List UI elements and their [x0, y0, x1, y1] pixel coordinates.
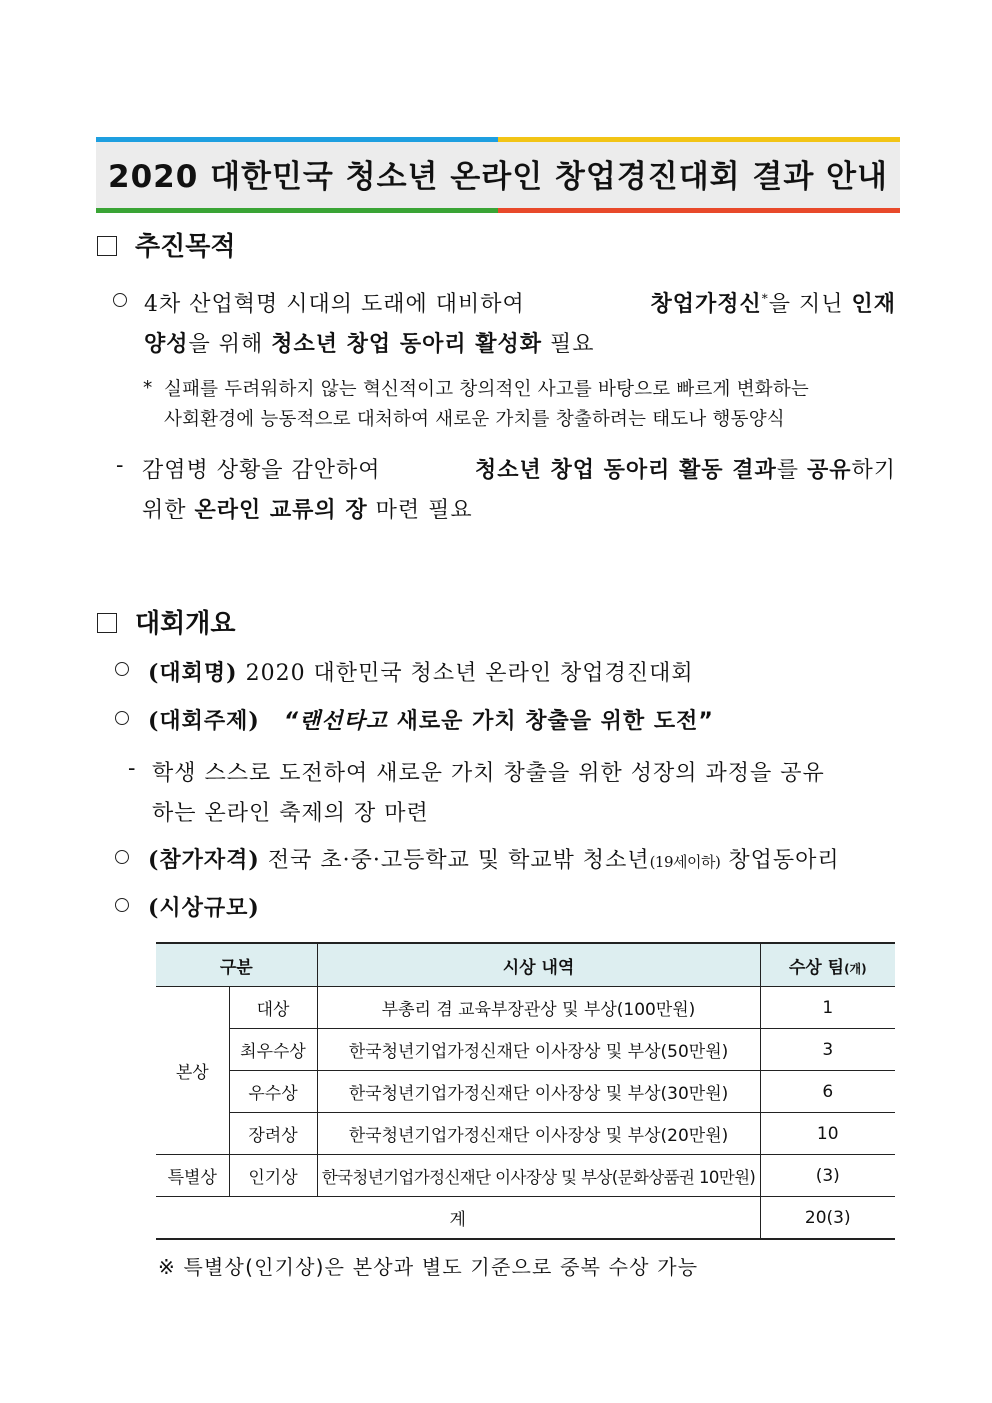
award-name: 우수상	[229, 1071, 317, 1113]
theme-rest: 새로운 가치 창출을 위한 도전”	[388, 709, 714, 734]
award-teams: 6	[760, 1071, 895, 1113]
note-line-1: 실패를 두려워하지 않는 혁신적이고 창의적인 사고를 바탕으로 빠르게 변화하는	[164, 379, 809, 400]
dash-bullet: -	[128, 756, 137, 781]
eligibility-text: 전국 초·중·고등학교 및 학교밖 청소년	[267, 848, 650, 873]
note-mark: *	[143, 378, 153, 399]
award-name: 인기상	[229, 1155, 317, 1197]
contest-name-value: 2020 대한민국 청소년 온라인 창업경진대회	[245, 661, 694, 686]
circle-bullet-icon	[113, 293, 127, 313]
text-segment: 위한	[142, 498, 195, 523]
award-teams: 1	[760, 987, 895, 1029]
award-detail: 부총리 겸 교육부장관상 및 부상(100만원)	[317, 987, 760, 1029]
section-heading-purpose	[97, 226, 235, 263]
label-eligibility: (참가자격)	[148, 847, 260, 873]
label-award-scale: (시상규모)	[148, 895, 260, 921]
text-segment: 을 위해	[188, 332, 272, 357]
award-teams: 3	[760, 1029, 895, 1071]
table-header-row	[156, 943, 895, 987]
header-teams-text: 수상 팀	[788, 957, 845, 978]
award-teams: (3)	[760, 1155, 895, 1197]
table-row	[156, 987, 895, 1029]
section-heading-overview	[97, 603, 235, 640]
purpose-line-1	[144, 287, 896, 318]
text-segment: 4차 산업혁명 시대의 도래에 대비하여	[144, 292, 525, 317]
header-teams-unit: (개)	[844, 961, 867, 976]
group-main: 본상	[156, 987, 229, 1155]
circle-bullet-icon	[115, 662, 129, 682]
bold-text: 청소년 창업 동아리 활동 결과	[475, 457, 777, 483]
table-row	[156, 1155, 895, 1197]
label-contest-theme: (대회주제)	[148, 708, 260, 734]
square-bullet-icon	[97, 613, 117, 633]
text-segment: 마련 필요	[367, 498, 473, 523]
square-bullet-icon	[97, 236, 117, 256]
bold-text: 온라인 교류의 장	[194, 497, 368, 523]
table-row	[156, 1113, 895, 1155]
total-label: 계	[156, 1197, 760, 1240]
award-teams: 10	[760, 1113, 895, 1155]
award-table	[156, 942, 895, 1240]
text-segment	[650, 287, 896, 318]
note-line-2: 사회환경에 능동적으로 대처하여 새로운 가치를 창출하려는 태도나 행동양식	[164, 409, 785, 430]
text-segment	[475, 453, 896, 484]
text-segment: 을 지닌	[768, 292, 852, 317]
footnote: ※ 특별상(인기상)은 본상과 별도 기준으로 중복 수상 가능	[158, 1255, 699, 1279]
bold-text: 인재	[851, 291, 896, 317]
award-scale-line	[148, 891, 260, 922]
purpose-line-3	[142, 453, 896, 484]
table-row	[156, 1071, 895, 1113]
bold-text: 양성	[144, 331, 189, 357]
award-name: 최우수상	[229, 1029, 317, 1071]
circle-bullet-icon	[115, 850, 129, 870]
bold-text: 공유	[806, 457, 852, 483]
eligibility-line	[148, 843, 840, 874]
theme-desc-line-2: 하는 온라인 축제의 장 마련	[152, 801, 429, 826]
text-segment: 하기	[851, 458, 896, 483]
table-total-row	[156, 1197, 895, 1240]
award-name: 대상	[229, 987, 317, 1029]
award-name: 장려상	[229, 1113, 317, 1155]
title-bottom-bar	[96, 208, 900, 213]
text-segment: 를	[776, 458, 807, 483]
theme-desc-line-1	[152, 756, 896, 787]
section-heading-text: 대회개요	[135, 609, 236, 639]
eligibility-text: 창업동아리	[720, 848, 840, 873]
contest-theme-line	[148, 704, 714, 735]
total-value: 20(3)	[760, 1197, 895, 1240]
dash-bullet: -	[116, 453, 125, 478]
section-heading-text: 추진목적	[135, 232, 236, 262]
table-row	[156, 1029, 895, 1071]
text-segment: 필요	[542, 332, 595, 357]
title-year: 2020	[108, 159, 199, 195]
header-teams	[760, 943, 895, 987]
theme-italic: “랜선타고	[283, 709, 388, 734]
award-detail: 한국청년기업가정신재단 이사장상 및 부상(문화상품권 10만원)	[317, 1155, 760, 1197]
theme-desc-text: 학생 스스로 도전하여 새로운 가치 창출을 위한 성장의 과정을 공유	[152, 761, 825, 786]
footnote-mark: *	[761, 291, 769, 306]
document-title	[96, 151, 900, 196]
award-detail: 한국청년기업가정신재단 이사장상 및 부상(30만원)	[317, 1071, 760, 1113]
bold-text: 창업가정신	[650, 291, 762, 317]
contest-name-line	[148, 656, 694, 687]
header-category: 구분	[156, 943, 317, 987]
circle-bullet-icon	[115, 898, 129, 918]
document-title-box	[96, 137, 900, 213]
header-detail: 시상 내역	[317, 943, 760, 987]
purpose-line-4	[142, 493, 473, 524]
title-text: 대한민국 청소년 온라인 창업경진대회 결과 안내	[210, 159, 888, 195]
label-contest-name: (대회명)	[148, 660, 238, 686]
text-segment: 감염병 상황을 감안하여	[142, 458, 381, 483]
award-detail: 한국청년기업가정신재단 이사장상 및 부상(20만원)	[317, 1113, 760, 1155]
eligibility-age: (19세이하)	[649, 853, 721, 871]
bold-text: 청소년 창업 동아리 활성화	[271, 331, 543, 357]
purpose-line-2	[144, 327, 595, 358]
award-detail: 한국청년기업가정신재단 이사장상 및 부상(50만원)	[317, 1029, 760, 1071]
circle-bullet-icon	[115, 711, 129, 731]
group-special: 특별상	[156, 1155, 229, 1197]
